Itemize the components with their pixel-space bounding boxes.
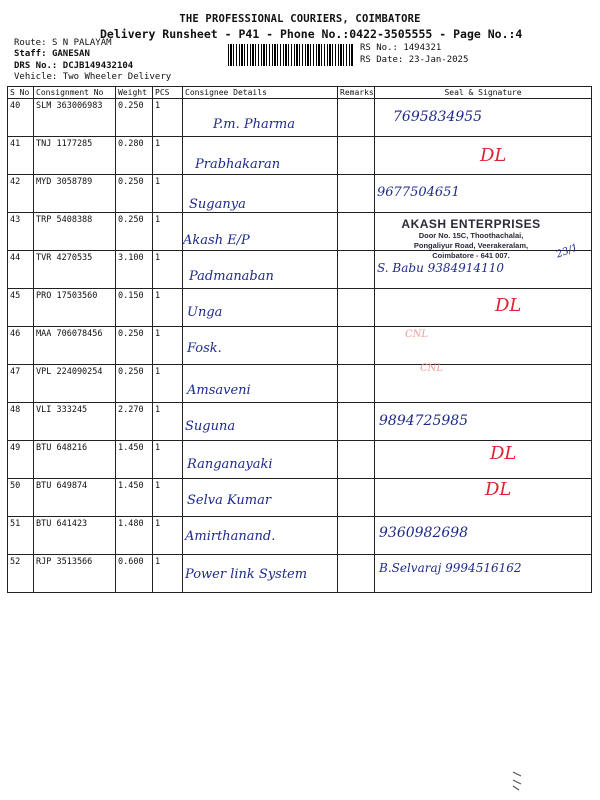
signature-handwriting: DL	[495, 295, 522, 316]
row-remarks	[338, 555, 375, 593]
vehicle-line: Vehicle: Two Wheeler Delivery	[14, 72, 172, 82]
row-remarks	[338, 365, 375, 403]
row-pcs: 1	[153, 479, 183, 517]
row-sno: 51	[8, 517, 34, 555]
row-pcs: 1	[153, 441, 183, 479]
row-signature	[375, 175, 592, 213]
row-consignment-no: TVR 4270535	[34, 251, 116, 289]
signature-handwriting: 9894725985	[379, 413, 469, 429]
signature-handwriting: DL	[480, 145, 507, 166]
table-row	[8, 99, 592, 137]
row-remarks	[338, 175, 375, 213]
row-consignment-no: PRO 17503560	[34, 289, 116, 327]
consignee-handwriting: Amirthanand.	[185, 529, 276, 544]
row-pcs: 1	[153, 213, 183, 251]
row-pcs: 1	[153, 403, 183, 441]
consignee-handwriting: Akash E/P	[183, 233, 250, 248]
row-consignee	[183, 403, 338, 441]
signature-handwriting: DL	[485, 479, 512, 500]
table-header-row	[8, 87, 592, 99]
row-pcs: 1	[153, 289, 183, 327]
consignee-handwriting: Amsaveni	[187, 383, 251, 398]
row-weight: 0.250	[116, 327, 153, 365]
row-weight: 1.450	[116, 479, 153, 517]
row-signature	[375, 403, 592, 441]
row-consignment-no: BTU 641423	[34, 517, 116, 555]
col-weight: Weight	[116, 87, 153, 99]
signature-handwriting: CNL	[405, 329, 429, 340]
row-remarks	[338, 327, 375, 365]
row-weight: 0.150	[116, 289, 153, 327]
row-sno: 49	[8, 441, 34, 479]
consignee-handwriting: P.m. Pharma	[213, 117, 295, 132]
row-sno: 42	[8, 175, 34, 213]
row-consignment-no: TNJ 1177285	[34, 137, 116, 175]
row-pcs: 1	[153, 555, 183, 593]
consignee-handwriting: Unga	[187, 305, 223, 320]
signature-handwriting: CNL	[420, 363, 444, 374]
row-consignee	[183, 137, 338, 175]
pen-mark	[510, 770, 524, 792]
company-stamp: AKASH ENTERPRISES Door No. 15C, Thoothachalai, Pongaliyur Road, Veerakeralam, Coimbatore - 641 007.	[401, 217, 541, 260]
consignee-handwriting: Prabhakaran	[195, 157, 281, 172]
consignee-handwriting: Power link System	[185, 567, 308, 582]
signature-handwriting: DL	[490, 443, 517, 464]
row-consignee	[183, 251, 338, 289]
row-pcs: 1	[153, 137, 183, 175]
table-row	[8, 403, 592, 441]
consignee-handwriting: Fosk.	[187, 341, 222, 356]
row-signature	[375, 517, 592, 555]
table-row	[8, 365, 592, 403]
row-consignee	[183, 327, 338, 365]
row-pcs: 1	[153, 251, 183, 289]
row-signature	[375, 327, 592, 365]
route-line: Route: S N PALAYAM	[14, 38, 112, 48]
row-weight: 0.280	[116, 137, 153, 175]
row-signature	[375, 365, 592, 403]
table-row	[8, 441, 592, 479]
row-signature	[375, 137, 592, 175]
row-weight: 1.450	[116, 441, 153, 479]
consignee-handwriting: Suguna	[185, 419, 236, 434]
row-remarks	[338, 403, 375, 441]
row-consignee	[183, 289, 338, 327]
row-weight: 2.270	[116, 403, 153, 441]
row-consignee	[183, 175, 338, 213]
row-consignee	[183, 517, 338, 555]
row-consignment-no: VPL 224090254	[34, 365, 116, 403]
row-remarks	[338, 479, 375, 517]
signature-handwriting: B.Selvaraj 9994516162	[379, 561, 522, 575]
col-remarks: Remarks	[338, 87, 375, 99]
barcode-image	[228, 44, 353, 66]
row-consignment-no: BTU 649874	[34, 479, 116, 517]
table-row	[8, 555, 592, 593]
row-pcs: 1	[153, 517, 183, 555]
row-consignment-no: SLM 363006983	[34, 99, 116, 137]
runsheet-table	[7, 86, 592, 593]
row-signature	[375, 289, 592, 327]
row-pcs: 1	[153, 99, 183, 137]
row-consignee	[183, 213, 338, 251]
consignee-handwriting: Suganya	[189, 197, 246, 212]
table-row	[8, 175, 592, 213]
runsheet-title: Delivery Runsheet - P41 - Phone No.:0422-3505555 - Page No.:4	[100, 27, 523, 41]
col-sno: S No	[8, 87, 34, 99]
row-sno: 46	[8, 327, 34, 365]
row-consignee	[183, 555, 338, 593]
row-consignment-no: VLI 333245	[34, 403, 116, 441]
row-remarks	[338, 517, 375, 555]
col-seal-signature: Seal & Signature	[375, 87, 592, 99]
row-sno: 48	[8, 403, 34, 441]
row-remarks	[338, 251, 375, 289]
staff-line: Staff: GANESAN	[14, 49, 90, 59]
row-sno: 41	[8, 137, 34, 175]
row-consignment-no: BTU 648216	[34, 441, 116, 479]
row-sno: 50	[8, 479, 34, 517]
row-remarks	[338, 99, 375, 137]
row-weight: 0.250	[116, 213, 153, 251]
row-consignee	[183, 365, 338, 403]
table-row	[8, 289, 592, 327]
col-pcs: PCS	[153, 87, 183, 99]
row-weight: 3.100	[116, 251, 153, 289]
row-consignee	[183, 99, 338, 137]
row-consignee	[183, 479, 338, 517]
row-signature	[375, 479, 592, 517]
signature-handwriting: 9677504651	[377, 185, 460, 200]
table-row	[8, 137, 592, 175]
col-consignee: Consignee Details	[183, 87, 338, 99]
company-title: THE PROFESSIONAL COURIERS, COIMBATORE	[179, 13, 421, 25]
row-sno: 47	[8, 365, 34, 403]
row-signature	[375, 555, 592, 593]
row-remarks	[338, 137, 375, 175]
row-pcs: 1	[153, 365, 183, 403]
consignee-handwriting: Padmanaban	[189, 269, 274, 284]
row-consignment-no: MAA 706078456	[34, 327, 116, 365]
row-weight: 0.250	[116, 365, 153, 403]
row-pcs: 1	[153, 175, 183, 213]
table-row	[8, 327, 592, 365]
col-consignment: Consignment No	[34, 87, 116, 99]
row-weight: 0.600	[116, 555, 153, 593]
row-consignee	[183, 441, 338, 479]
row-sno: 43	[8, 213, 34, 251]
table-row	[8, 479, 592, 517]
signature-handwriting: 7695834955	[393, 109, 483, 125]
row-weight: 0.250	[116, 175, 153, 213]
consignee-handwriting: Selva Kumar	[187, 493, 272, 508]
signature-handwriting: 9360982698	[379, 525, 469, 541]
row-sno: 44	[8, 251, 34, 289]
rs-date: RS Date: 23-Jan-2025	[360, 55, 469, 65]
row-sno: 45	[8, 289, 34, 327]
row-sno: 40	[8, 99, 34, 137]
table-row	[8, 517, 592, 555]
row-remarks	[338, 289, 375, 327]
row-consignment-no: RJP 3513566	[34, 555, 116, 593]
stamp-date-note: 23/1	[554, 242, 580, 261]
row-remarks	[338, 441, 375, 479]
row-weight: 0.250	[116, 99, 153, 137]
signature-handwriting: S. Babu 9384914110	[377, 261, 504, 275]
drs-line: DRS No.: DCJB149432104	[14, 61, 134, 71]
row-consignment-no: MYD 3058789	[34, 175, 116, 213]
row-signature	[375, 441, 592, 479]
row-remarks	[338, 213, 375, 251]
row-signature	[375, 99, 592, 137]
rs-number: RS No.: 1494321	[360, 43, 442, 53]
row-pcs: 1	[153, 327, 183, 365]
row-weight: 1.480	[116, 517, 153, 555]
row-sno: 52	[8, 555, 34, 593]
row-consignment-no: TRP 5408388	[34, 213, 116, 251]
consignee-handwriting: Ranganayaki	[187, 457, 273, 472]
